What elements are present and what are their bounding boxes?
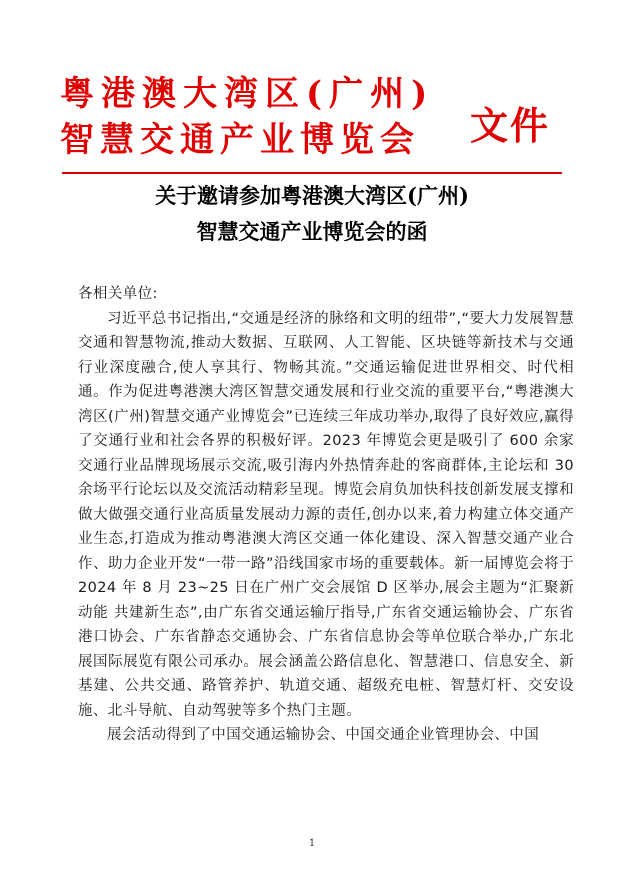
document-header (0, 0, 624, 170)
letter-body (78, 282, 574, 748)
letter-title-line-1: 关于邀请参加粤港澳大湾区(广州) (155, 183, 469, 208)
red-header-divider (62, 172, 562, 174)
page-number: 1 (308, 838, 316, 849)
organizer-name-line-1: 粤港澳大湾区(广州) (60, 74, 435, 114)
body-paragraph-1: 习近平总书记指出,“交通是经济的脉络和文明的纽带”,“要大力发展智慧交通和智慧物流,推动大数据、互联网、人工智能、区块链等新技术与交通行业深度融合,使人享其行、物畅其流。”交通运输促进世界相交、时代相通。作为促进粤港澳大湾区智慧交通发展和行业交流的重要平台,“粤港澳大湾区(广州)智慧交通产业博览会”已连续三年成功举办,取得了良好效应,赢得了交通行业和社会各界的积极好评。2023 年博览会更是吸引了 600 余家交通行业品牌现场展示交流,吸引海内外热情奔赴的客商群体,主论坛和 30 余场平行论坛以及交流活动精彩呈现。博览会肩负加快科技创新发展支撑和做大做强交通行业高质量发展动力源的责任,创办以来,着力构建立体交通产业生态,打造成为推动粤港澳大湾区交通一体化建设、深入智慧交通产业合作、助力企业开发“一带一路”沿线国家市场的重要载体。新一届博览会将于 2024 年 8 月 23~25 日在广州广交会展馆 D 区举办,展会主题为“汇聚新动能 共建新生态”,由广东省交通运输厅指导,广东省交通运输协会、广东省港口协会、广东省静态交通协会、广东省信息协会等单位联合举办,广东北展国际展览有限公司承办。展会涵盖公路信息化、智慧港口、信息安全、新基建、公共交通、路管养护、轨道交通、超级充电桩、智慧灯杆、交安设施、北斗导航、自动驾驶等多个热门主题。 (78, 310, 574, 719)
letter-title (0, 178, 624, 250)
salutation: 各相关单位: (78, 286, 158, 302)
organizer-name-line-2: 智慧交通产业博览会 (60, 120, 420, 160)
body-paragraph-2: 展会活动得到了中国交通运输协会、中国交通企业管理协会、中国 (107, 727, 540, 743)
letter-title-line-2: 智慧交通产业博览会的函 (196, 219, 428, 244)
document-type-label: 文件 (470, 103, 551, 148)
